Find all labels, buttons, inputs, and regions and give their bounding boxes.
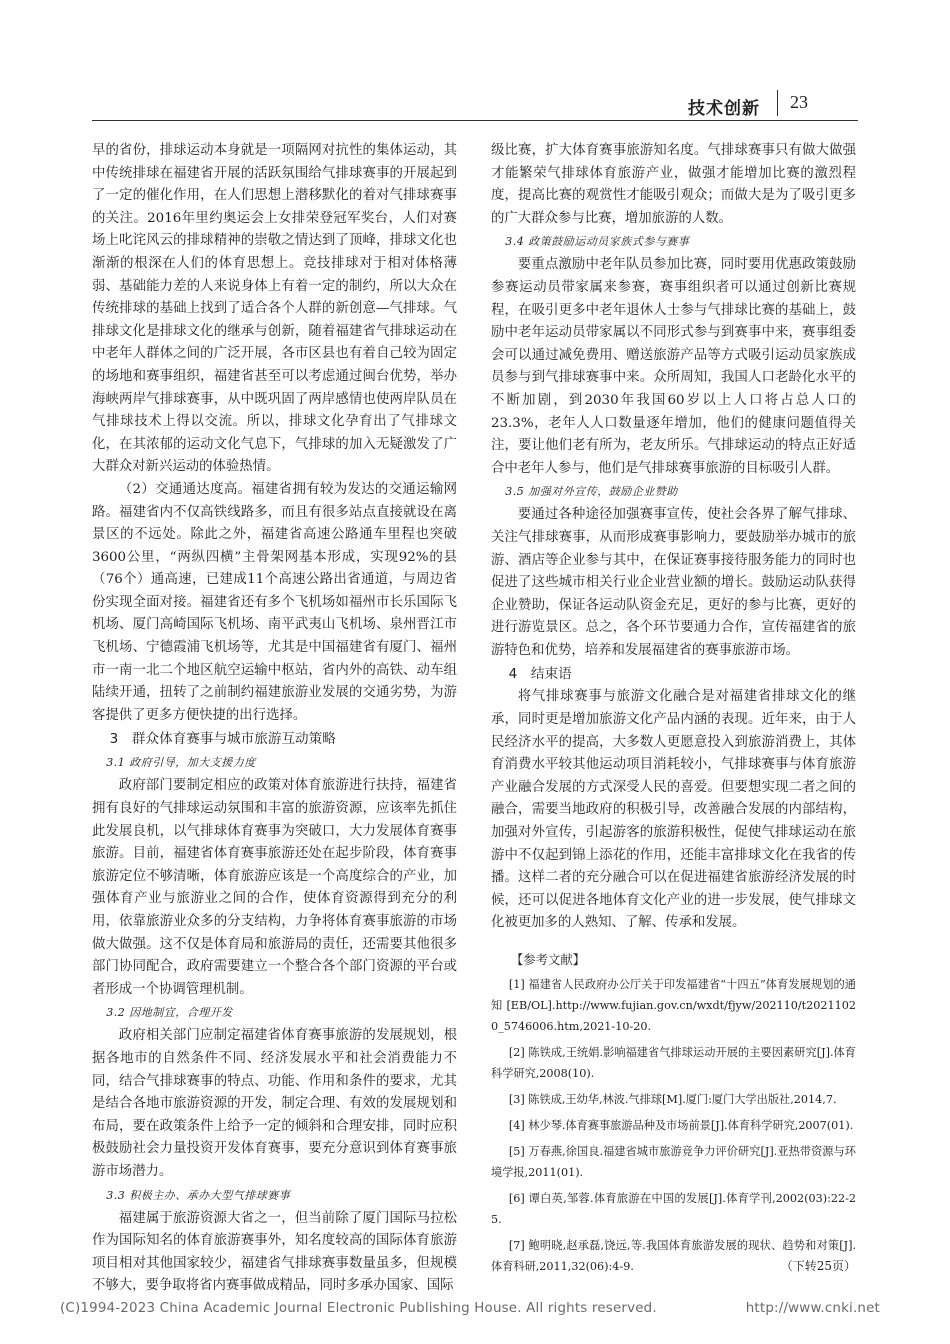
paragraph: 将气排球赛事与旅游文化融合是对福建省排球文化的继承，同时更是增加旅游文化产品内涵的表现。近年来，由于人民经济水平的提高，大多数人更愿意投入到旅游消费上，其体育消费水平较其他运动项目消耗较小，气排球赛事与体育旅游产业融合发展的方式深受人民的喜爱。但要想实现二者之间的融合，需要当地政府的积极引导，改善融合发展的内部结构，加强对外宣传，引起游客的旅游积极性，促使气排球运动在旅游中不仅起到锦上添花的作用，还能丰富排球文化在我省的传播。这样二者的充分融合可以在促进福建省旅游经济发展的时候，还可以促进各地体育文化产业的进一步发展，使气排球文化被更加多的人熟知、了解、传承和发展。 [491,689,856,931]
subsection-heading: 3.4 政策鼓励运动员家族式参与赛事 [505,235,690,249]
footer-url: http://www.cnki.net [745,1301,880,1316]
paragraph: （2）交通通达度高。福建省拥有较为发达的交通运输网路。福建省内不仅高铁线路多，而且有很多站点直接就设在离景区的不远处。除此之外，福建省高速公路通车里程也突破3600公里，“两纵四横”主骨架网基本形成，实现92%的县（76个）通高速，已建成11个高速公路出省通道，与周边省份实现全面对接。福建省还有多个飞机场如福州市长乐国际飞机场、厦门高崎国际飞机场、南平武夷山飞机场、泉州晋江市飞机场、宁德霞浦飞机场等，尤其是中国福建省有厦门、福州市一南一北二个地区航空运输中枢站，省内外的高铁、动车组陆续开通，扭转了之前制约福建旅游业发展的交通劣势，为游客提供了更多方便快捷的出行选择。 [92,481,457,723]
reference-item [491,1235,856,1277]
subsection-heading: 3.1 政府引导，加大支援力度 [106,756,256,770]
reference-item: [6] 谭白英,邹蓉.体育旅游在中国的发展[J].体育学刊,2002(03):22-25. [491,1192,856,1226]
references [491,949,856,1277]
left-column [92,140,457,1298]
page-header [92,88,858,121]
section-heading: 3 群众体育赛事与城市旅游互动策略 [109,731,336,748]
paragraph: 要通过各种途径加强赛事宣传，使社会各界了解气排球、关注气排球赛事，从而形成赛事影响力，要鼓励举办城市的旅游、酒店等企业参与其中，在保证赛事接待服务能力的同时也促进了这些城市相关行业企业营业额的增长。鼓励运动队获得企业赞助，保证各运动队资金充足，更好的参与比赛，更好的进行游览景区。总之，各个环节要通力合作，宣传福建省的旅游特色和优势，培养和发展福建省的赛事旅游市场。 [491,507,856,658]
subsection-heading: 3.5 加强对外宣传，鼓励企业赞助 [505,485,678,499]
reference-item: [4] 林少琴.体育赛事旅游品种及市场前景[J].体育科学研究,2007(01). [508,1119,854,1132]
section-title: 技术创新 [688,99,760,119]
reference-item: [2] 陈铁成,王统娟.影响福建省气排球运动开展的主要因素研究[J].体育科学研究,2008(10). [491,1046,856,1080]
reference-item: [1] 福建省人民政府办公厅关于印发福建省“十四五”体育发展规划的通知[EB/OL].http://www.fujian.gov.cn/wxdt/fjyw/202110/t20211020_5746006.htm,2021-10-20. [491,978,856,1033]
header-divider [777,90,778,116]
paragraph: 级比赛，扩大体育赛事旅游知名度。气排球赛事只有做大做强才能繁荣气排球体育旅游产业，做强才能增加比赛的激烈程度，提高比赛的观赏性才能吸引观众；而做大是为了吸引更多的广大群众参与比赛，增加旅游的人数。 [491,143,856,226]
reference-text: [7] 鲍明晓,赵承磊,饶远,等.我国体育旅游发展的现状、趋势和对策[J].体育科研,2011,32(06):4-9. [491,1239,856,1273]
paragraph: 福建属于旅游资源大省之一，但当前除了厦门国际马拉松作为国际知名的体育旅游赛事外，知名度较高的国际体育旅游项目相对其他国家较少，福建省气排球赛事数量虽多，但规模不够大，要争取将省内赛事做成精品，同时多承办国家、国际 [92,1210,457,1294]
section-heading: 4 结束语 [508,666,572,683]
reference-item: [5] 万春燕,徐国良.福建省城市旅游竞争力评价研究[J].亚热带资源与环境学报,2011(01). [491,1145,856,1179]
page-footer [60,1301,880,1316]
references-title: 【参考文献】 [510,952,586,967]
right-column [491,140,856,1282]
subsection-heading: 3.2 因地制宜，合理开发 [106,1006,233,1020]
continued-note: （下转25页） [780,1259,856,1273]
subsection-heading: 3.3 积极主办、承办大型气排球赛事 [106,1188,291,1202]
paragraph: 政府相关部门应制定福建省体育赛事旅游的发展规划，根据各地市的自然条件不同、经济发展水平和社会消费能力不同，结合气排球赛事的特点、功能、作用和条件的要求，尤其是结合各地市旅游资源的开发，制定合理、有效的发展规划和布局，要在政策条件上给予一定的倾斜和合理安排，同时应积极鼓励社会力量投资开发体育赛事，要充分意识到体育赛事旅游市场潜力。 [92,1028,457,1179]
page-number: 23 [790,92,808,112]
reference-item: [3] 陈铁成,王幼华,林波.气排球[M].厦门:厦门大学出版社,2014,7. [508,1093,837,1106]
paragraph: 要重点激励中老年队员参加比赛，同时要用优惠政策鼓励参赛运动员带家属来参赛，赛事组织者可以通过创新比赛规程，在吸引更多中老年退休人士参与气排球比赛的基础上，鼓励中老年运动员带家属以不同形式参与到赛事中来，赛事组委会可以通过减免费用、赠送旅游产品等方式吸引运动员家族成员参与到气排球赛事中来。众所周知，我国人口老龄化水平的不断加剧，到2030年我国60岁以上人口将占总人口的23.3%，老年人人口数量逐年增加，他们的健康问题值得关注，要让他们老有所为，老友所乐。气排球运动的特点正好适合中老年人参与，他们是气排球赛事旅游的目标吸引人群。 [491,257,856,476]
copyright-notice: (C)1994-2023 China Academic Journal Electronic Publishing House. All rights reserved. [60,1301,657,1316]
paragraph: 政府部门要制定相应的政策对体育旅游进行扶持，福建省拥有良好的气排球运动氛围和丰富的旅游资源，应该率先抓住此发展良机，以气排球体育赛事为突破口，大力发展体育赛事旅游。目前，福建省体育赛事旅游还处在起步阶段，体育赛事旅游定位不够清晰，体育旅游应该是一个高度综合的产业，加强体育产业与旅游业之间的合作，使体育资源得到充分的利用，依靠旅游业众多的分支结构，力争将体育赛事旅游的市场做大做强。这不仅是体育局和旅游局的责任，还需要其他很多部门协同配合，政府需要建立一个整合各个部门资源的平台或者形成一个协调管理机制。 [92,778,457,997]
paragraph: 早的省份，排球运动本身就是一项隔网对抗性的集体运动，其中传统排球在福建省开展的活跃氛围给气排球赛事的开展起到了一定的催化作用，在人们思想上潜移默化的着对气排球赛事的关注。2016年里约奥运会上女排荣登冠军奖台，人们对赛场上叱诧风云的排球精神的崇敬之情达到了顶峰，排球文化也渐渐的根深在人们的体育思想上。竞技排球对于相对体格薄弱、基础能力差的人来说身体上有着一定的制约，所以大众在传统排球的基础上找到了适合各个人群的新创意—气排球。气排球文化是排球文化的继承与创新，随着福建省气排球运动在中老年人群体之间的广泛开展，各市区县也有着自己较为固定的场地和赛事组织，福建省甚至可以考虑通过闽台优势，举办海峡两岸气排球赛事，从中既巩固了两岸感情也使两岸队员在气排球技术上得以交流。所以，排球文化孕育出了气排球文化，在其浓郁的运动文化气息下，气排球的加入无疑激发了广大群众对新兴运动的体验热情。 [92,143,457,475]
